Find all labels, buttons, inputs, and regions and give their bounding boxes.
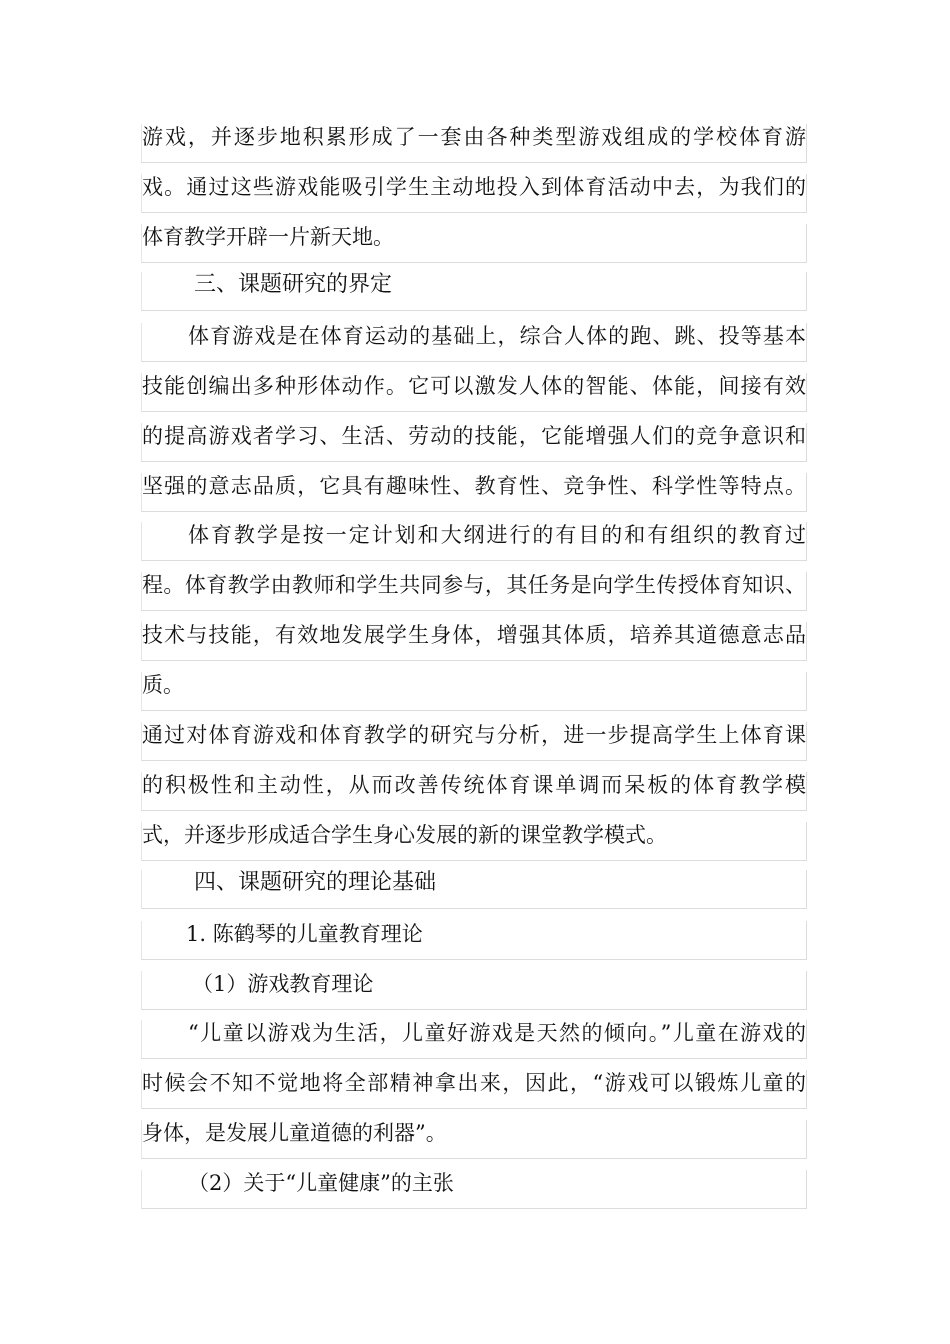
text-line: 技能创编出多种形体动作。它可以激发人体的智能、体能，间接有效 bbox=[141, 373, 807, 412]
text-line: 戏。通过这些游戏能吸引学生主动地投入到体育活动中去，为我们的 bbox=[141, 174, 807, 213]
subsection-heading: 1. 陈鹤琴的儿童教育理论 bbox=[141, 921, 807, 960]
text-line: 的积极性和主动性，从而改善传统体育课单调而呆板的体育教学模 bbox=[141, 772, 807, 811]
section-heading: 四、课题研究的理论基础 bbox=[141, 870, 807, 909]
subsection-heading: （2）关于“儿童健康”的主张 bbox=[141, 1170, 807, 1209]
text-line: 质。 bbox=[141, 672, 807, 711]
text-line: 游戏，并逐步地积累形成了一套由各种类型游戏组成的学校体育游 bbox=[141, 124, 807, 163]
text-line: 通过对体育游戏和体育教学的研究与分析，进一步提高学生上体育课 bbox=[141, 722, 807, 761]
text-line: 程。体育教学由教师和学生共同参与，其任务是向学生传授体育知识、 bbox=[141, 572, 807, 611]
text-line: 体育游戏是在体育运动的基础上，综合人体的跑、跳、投等基本 bbox=[141, 323, 807, 362]
text-line: 的提高游戏者学习、生活、劳动的技能，它能增强人们的竞争意识和 bbox=[141, 423, 807, 462]
text-line: 坚强的意志品质，它具有趣味性、教育性、竞争性、科学性等特点。 bbox=[141, 473, 807, 512]
text-line: 体育教学是按一定计划和大纲进行的有目的和有组织的教育过 bbox=[141, 522, 807, 561]
text-line: 身体，是发展儿童道德的利器”。 bbox=[141, 1120, 807, 1159]
text-line: 时候会不知不觉地将全部精神拿出来，因此，“游戏可以锻炼儿童的 bbox=[141, 1070, 807, 1109]
text-line: 技术与技能，有效地发展学生身体，增强其体质，培养其道德意志品 bbox=[141, 622, 807, 661]
text-line: 体育教学开辟一片新天地。 bbox=[141, 224, 807, 263]
text-line: “儿童以游戏为生活，儿童好游戏是天然的倾向。”儿童在游戏的 bbox=[141, 1020, 807, 1059]
section-heading: 三、课题研究的界定 bbox=[141, 272, 807, 311]
text-line: 式，并逐步形成适合学生身心发展的新的课堂教学模式。 bbox=[141, 822, 807, 861]
subsection-heading: （1）游戏教育理论 bbox=[141, 971, 807, 1010]
